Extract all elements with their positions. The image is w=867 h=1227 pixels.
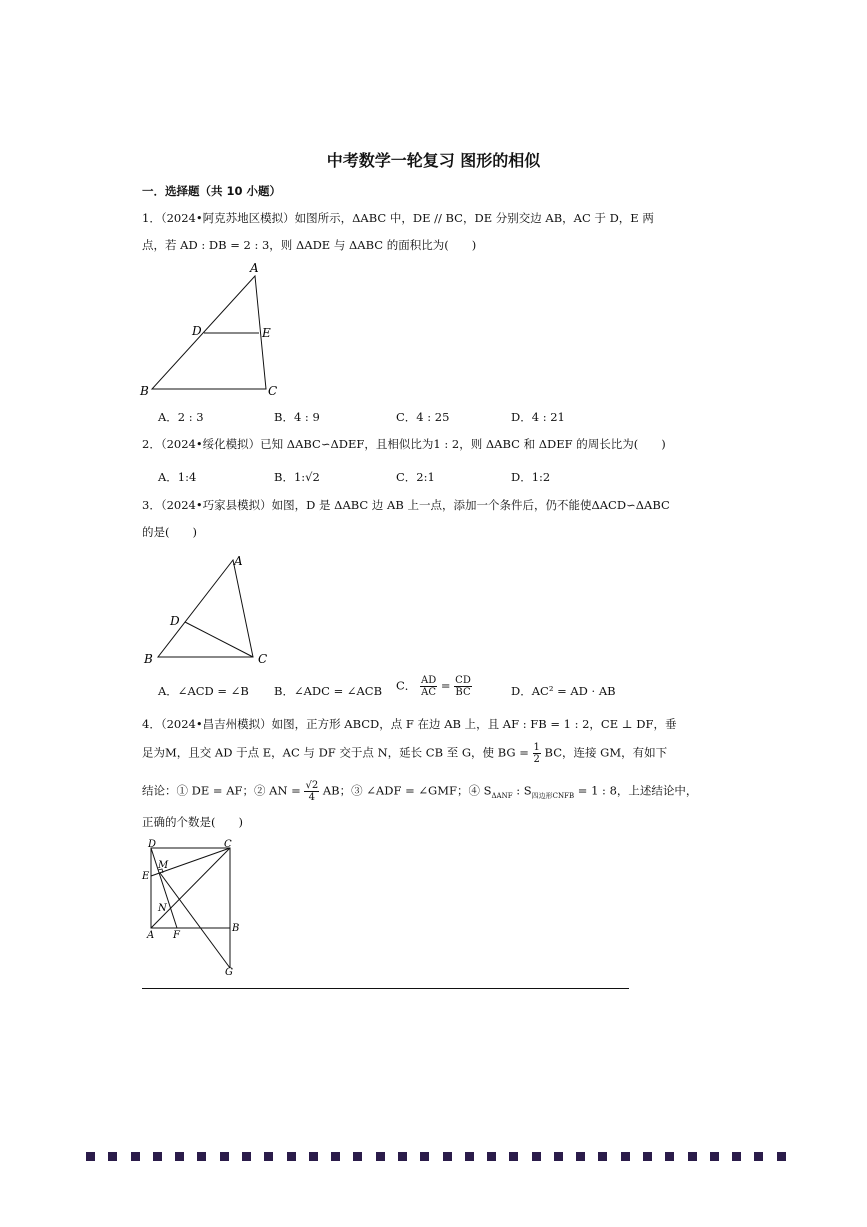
q4-line2-part-b: BC，连接 GM，有如下 xyxy=(544,745,668,760)
q3-option-c xyxy=(396,675,472,698)
border-dot xyxy=(264,1152,273,1161)
q4-label-g: G xyxy=(225,967,233,978)
q1-label-e: E xyxy=(262,326,271,340)
q3-label-a: A xyxy=(234,554,243,568)
q3-option-b: B．∠ADC = ∠ACB xyxy=(274,684,383,698)
border-dot xyxy=(777,1152,786,1161)
q2-option-b: B．1:√2 xyxy=(274,470,320,484)
q4-line3-part-d: = 1 : 8，上述结论中， xyxy=(577,783,698,798)
q4-line3-part-a: 结论：① DE = AF；② AN = xyxy=(142,783,301,798)
border-dot xyxy=(688,1152,697,1161)
border-dot xyxy=(576,1152,585,1161)
q3-label-b: B xyxy=(144,652,153,666)
q3-option-c-num1: AD xyxy=(420,675,437,686)
q4-label-a: A xyxy=(147,930,155,941)
q4-line3-subscript2: 四边形CNFB xyxy=(531,791,575,800)
q4-label-e: E xyxy=(142,871,150,882)
border-dot xyxy=(108,1152,117,1161)
q2-option-a: A．1:4 xyxy=(158,470,197,484)
border-dot xyxy=(175,1152,184,1161)
border-dot xyxy=(420,1152,429,1161)
q1-label-c: C xyxy=(268,384,278,398)
border-dot xyxy=(621,1152,630,1161)
q1-option-b: B．4 : 9 xyxy=(274,410,320,424)
q4-text-line2 xyxy=(142,742,672,765)
q4-line3-part-b: AB；③ ∠ADF = ∠GMF；④ S xyxy=(322,783,492,798)
q1-option-d: D．4 : 21 xyxy=(511,410,565,424)
border-dot xyxy=(398,1152,407,1161)
q3-triangle-figure xyxy=(140,550,280,670)
q3-option-a: A．∠ACD = ∠B xyxy=(158,684,249,698)
border-dot xyxy=(710,1152,719,1161)
border-dot xyxy=(153,1152,162,1161)
page-title: 中考数学一轮复习 图形的相似 xyxy=(326,151,541,170)
q3-text-line2: 的是( ) xyxy=(142,525,197,539)
border-dot xyxy=(287,1152,296,1161)
q4-label-c: C xyxy=(224,839,232,850)
border-dot xyxy=(309,1152,318,1161)
border-dot xyxy=(754,1152,763,1161)
q4-label-d: D xyxy=(148,839,157,850)
q1-label-a: A xyxy=(250,261,259,275)
q4-square-figure xyxy=(138,836,248,978)
q4-line3-num: √2 xyxy=(305,780,319,791)
q3-option-c-den2: BC xyxy=(455,687,471,698)
q3-option-c-fraction2 xyxy=(454,675,472,698)
q3-option-c-den1: AC xyxy=(421,687,437,698)
q3-option-c-prefix: C． xyxy=(396,678,417,693)
q4-text-line4: 正确的个数是( ) xyxy=(142,815,243,829)
q3-option-c-fraction1 xyxy=(420,675,437,698)
q4-line2-fraction xyxy=(533,742,541,765)
q1-option-a: A．2 : 3 xyxy=(158,410,204,424)
section-heading: 一．选择题（共 10 小题） xyxy=(142,184,282,198)
q1-label-b: B xyxy=(140,384,149,398)
q4-label-n: N xyxy=(158,903,167,914)
q4-line3-fraction xyxy=(304,780,319,803)
border-dot xyxy=(643,1152,652,1161)
q3-label-d: D xyxy=(170,614,180,628)
border-dot xyxy=(197,1152,206,1161)
q4-text-line3 xyxy=(142,780,698,804)
border-dot xyxy=(509,1152,518,1161)
q3-label-c: C xyxy=(258,652,268,666)
border-dot xyxy=(732,1152,741,1161)
border-dot xyxy=(665,1152,674,1161)
border-dot xyxy=(131,1152,140,1161)
q4-line2-num: 1 xyxy=(533,742,540,753)
q3-option-c-equals: = xyxy=(440,678,451,693)
border-dot xyxy=(443,1152,452,1161)
q4-line2-den: 2 xyxy=(533,754,540,765)
q2-option-d: D．1:2 xyxy=(511,470,551,484)
q4-line3-den: 4 xyxy=(308,792,316,803)
q4-label-m: M xyxy=(158,860,169,871)
border-dot xyxy=(465,1152,474,1161)
q1-option-c: C．4 : 25 xyxy=(396,410,450,424)
border-dot xyxy=(353,1152,362,1161)
q2-text-line1: 2．（2024•绥化模拟）已知 ΔABC∽ΔDEF，且相似比为1 : 2，则 ΔABC 和 ΔDEF 的周长比为( ) xyxy=(142,437,666,451)
border-dot xyxy=(532,1152,541,1161)
border-dot xyxy=(331,1152,340,1161)
q3-option-d: D．AC² = AD · AB xyxy=(511,684,616,698)
decorative-dot-border xyxy=(86,1152,786,1164)
q4-line3-part-c: : S xyxy=(516,783,532,798)
border-dot xyxy=(598,1152,607,1161)
border-dot xyxy=(242,1152,251,1161)
q4-line3-subscript1: ΔANF xyxy=(491,791,513,800)
footer-rule xyxy=(142,988,629,989)
q4-label-f: F xyxy=(173,930,180,941)
q3-option-c-num2: CD xyxy=(455,675,471,686)
border-dot xyxy=(86,1152,95,1161)
q1-label-d: D xyxy=(192,324,202,338)
border-dot xyxy=(376,1152,385,1161)
border-dot xyxy=(220,1152,229,1161)
q3-text-line1: 3．（2024•巧家县模拟）如图，D 是 ΔABC 边 AB 上一点，添加一个条件后，仍不能使ΔACD∽ΔABC xyxy=(142,498,670,512)
q1-text-line2: 点，若 AD : DB = 2 : 3，则 ΔADE 与 ΔABC 的面积比为( ) xyxy=(142,238,477,252)
q4-line2-part-a: 足为M，且交 AD 于点 E，AC 与 DF 交于点 N，延长 CB 至 G，使 BG = xyxy=(142,745,529,760)
q2-option-c: C．2:1 xyxy=(396,470,435,484)
border-dot xyxy=(554,1152,563,1161)
q1-triangle-figure xyxy=(135,258,285,403)
q4-text-line1: 4．（2024•昌吉州模拟）如图，正方形 ABCD，点 F 在边 AB 上，且 AF : FB = 1 : 2，CE ⊥ DF，垂 xyxy=(142,717,677,731)
q1-text-line1: 1．（2024•阿克苏地区模拟）如图所示，ΔABC 中，DE // BC，DE 分别交边 AB，AC 于 D，E 两 xyxy=(142,211,654,225)
border-dot xyxy=(487,1152,496,1161)
q4-label-b: B xyxy=(232,923,240,934)
